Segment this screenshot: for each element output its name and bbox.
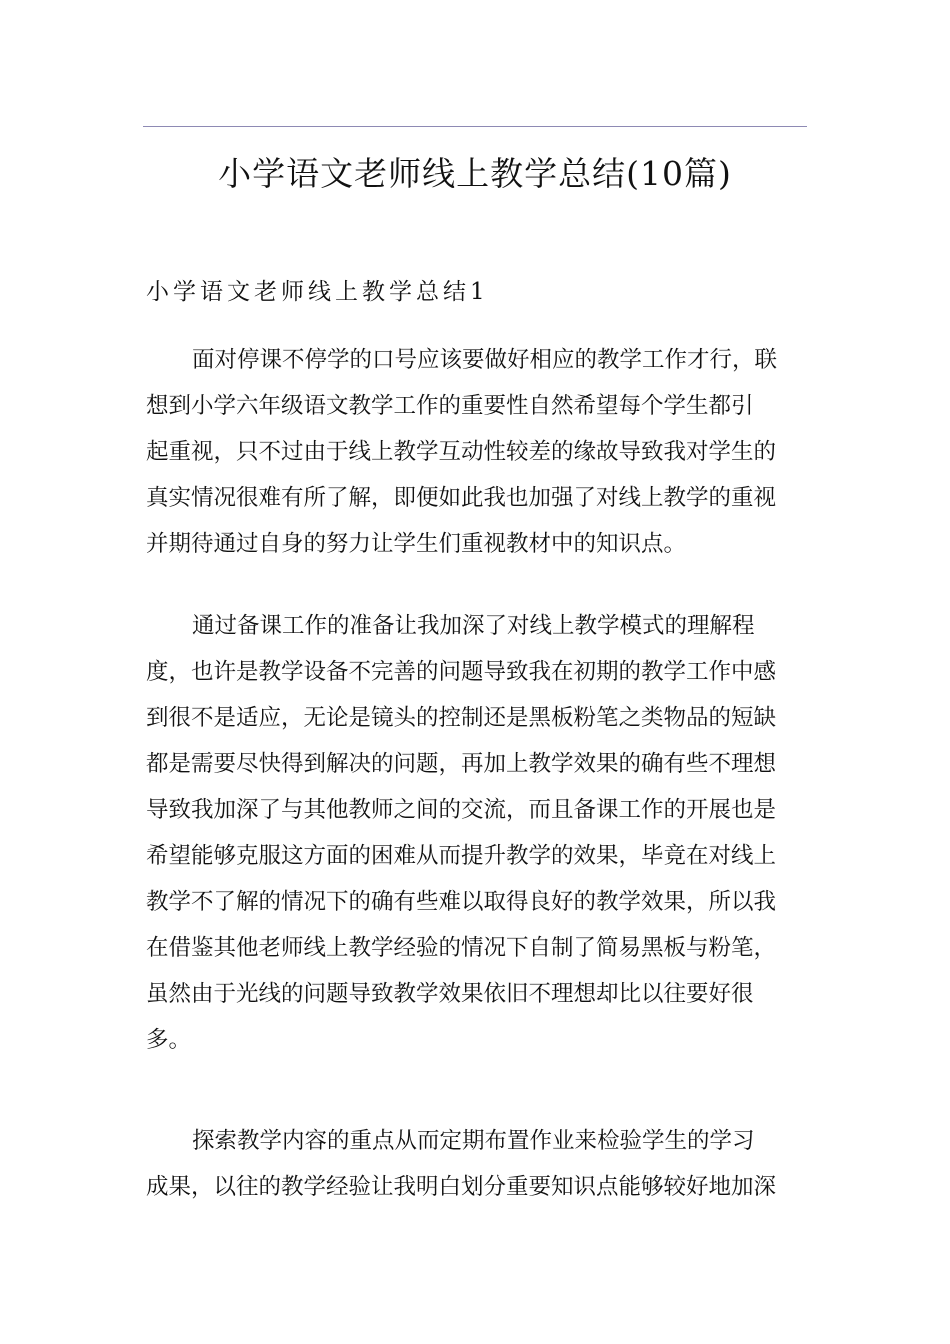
paragraph-line: 都是需要尽快得到解决的问题，再加上教学效果的确有些不理想 (146, 751, 777, 777)
paragraph-line: 真实情况很难有所了解，即便如此我也加强了对线上教学的重视 (146, 485, 777, 511)
paragraph-line: 面对停课不停学的口号应该要做好相应的教学工作才行，联 (192, 347, 778, 373)
paragraph-line: 成果，以往的教学经验让我明白划分重要知识点能够较好地加深 (146, 1174, 777, 1200)
paragraph-line: 通过备课工作的准备让我加深了对线上教学模式的理解程 (192, 613, 755, 639)
paragraph-line: 教学不了解的情况下的确有些难以取得良好的教学效果，所以我 (146, 889, 777, 915)
paragraph-line: 在借鉴其他老师线上教学经验的情况下自制了简易黑板与粉笔， (146, 935, 777, 961)
paragraph-line: 虽然由于光线的问题导致教学效果依旧不理想却比以往要好很 (146, 981, 754, 1007)
paragraph-line: 探索教学内容的重点从而定期布置作业来检验学生的学习 (192, 1128, 755, 1154)
paragraph-2 (146, 603, 810, 1063)
paragraph-3 (146, 1118, 810, 1210)
header-rule (143, 126, 807, 127)
paragraph-line: 并期待通过自身的努力让学生们重视教材中的知识点。 (146, 531, 687, 557)
document-title: 小学语文老师线上教学总结(10篇) (218, 154, 732, 193)
paragraph-line: 导致我加深了与其他教师之间的交流，而且备课工作的开展也是 (146, 797, 777, 823)
paragraph-line: 到很不是适应，无论是镜头的控制还是黑板粉笔之类物品的短缺 (146, 705, 777, 731)
paragraph-1 (146, 337, 810, 567)
paragraph-line: 度，也许是教学设备不完善的问题导致我在初期的教学工作中感 (146, 659, 777, 685)
paragraph-line: 想到小学六年级语文教学工作的重要性自然希望每个学生都引 (146, 393, 754, 419)
paragraph-line: 希望能够克服这方面的困难从而提升教学的效果，毕竟在对线上 (146, 843, 777, 869)
paragraph-line: 起重视，只不过由于线上教学互动性较差的缘故导致我对学生的 (146, 439, 777, 465)
section-heading: 小学语文老师线上教学总结1 (146, 279, 489, 305)
paragraph-line: 多。 (146, 1027, 192, 1053)
